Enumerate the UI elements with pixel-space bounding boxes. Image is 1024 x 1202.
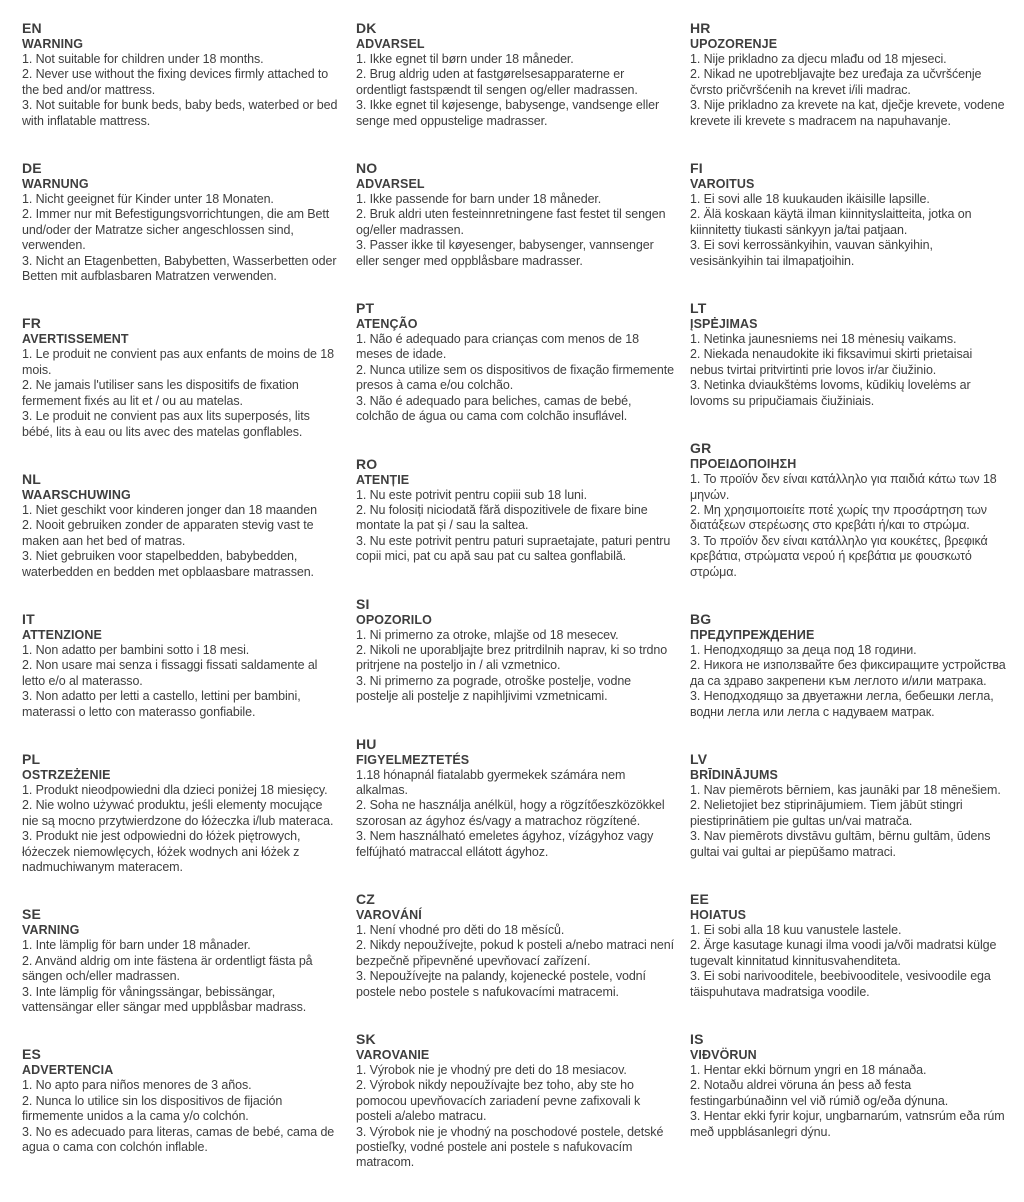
warning-line: 2. Nie wolno używać produktu, jeśli elementy mocujące nie są mocno przytwierdzone do łóżeczka i/lub materaca. [22, 798, 334, 828]
warning-line: 3. Nem használható emeletes ágyhoz, vízágyhoz vagy felfújható matraccal ellátott ágyhoz. [356, 829, 654, 859]
warning-line: 2. Använd aldrig om inte fästena är ordentligt fästa på sängen och/eller madrassen. [22, 953, 313, 984]
language-code: LT [690, 300, 707, 317]
warning-section-pt [356, 300, 674, 424]
warning-line: 3. Ei sovi kerrossänkyihin, vauvan sänkyihin, vesisänkyihin tai ilmapatjoihin. [690, 238, 933, 268]
language-code: SI [356, 595, 370, 612]
warning-heading: VIÐVÖRUN [690, 1048, 757, 1063]
language-code: SK [356, 1031, 376, 1048]
warning-line: 1. Ikke egnet til børn under 18 måneder. [356, 52, 574, 66]
warning-line: 1. Non adatto per bambini sotto i 18 mesi. [22, 642, 250, 657]
warning-section-dk [356, 20, 674, 129]
warning-line: 1. Výrobok nie je vhodný pre deti do 18 mesiacov. [356, 1063, 627, 1078]
warning-section-no [356, 160, 674, 269]
language-code: EE [690, 891, 710, 907]
warning-section-hu [356, 736, 674, 860]
warning-line: 3. Nu este potrivit pentru paturi supraetajate, paturi pentru copii mici, pat cu apă sau pat cu saltea gonflabilă. [356, 533, 671, 564]
warning-heading: ΠΡΟΕΙΔΟΠΟΙΗΣΗ [690, 457, 797, 472]
warning-section-de [22, 160, 340, 284]
language-code: GR [690, 440, 712, 457]
warning-heading: ATENȚIE [356, 472, 410, 487]
warning-line: 3. Το προϊόν δεν είναι κατάλληλο για κουκέτες, βρεφικά κρεβάτια, στρώματα νερού ή κρεβάτια με φουσκωτό στρώμα. [690, 533, 988, 579]
warning-line: 2. Notaðu aldrei vöruna án þess að festa festingarbúnaðinn vel við rúmið og/eða dýnuna. [690, 1078, 949, 1108]
warning-line: 1. Not suitable for children under 18 months. [22, 52, 264, 66]
language-code: DK [356, 20, 377, 36]
warning-section-se [22, 906, 340, 1015]
warning-section-es [22, 1046, 340, 1155]
warning-heading: ADVARSEL [356, 177, 425, 192]
warning-section-fi [690, 160, 1008, 269]
warning-line: 1.18 hónapnál fiatalabb gyermekek számára nem alkalmas. [356, 767, 626, 797]
language-code: EN [22, 20, 42, 36]
warning-heading: WAARSCHUWING [22, 487, 131, 502]
language-code: RO [356, 455, 378, 472]
warning-line: 1. Nav piemērots bērniem, kas jaunāki par 18 mēnešiem. [690, 782, 1001, 797]
language-code: NL [22, 470, 42, 487]
warning-line: 3. Ikke egnet til køjesenge, babysenge, vandsenge eller senge med oppustelige madrasser. [356, 98, 660, 128]
warning-section-lt [690, 300, 1008, 409]
warning-line: 2. Nikad ne upotrebljavajte bez uređaja za učvršćenje čvrsto pričvršćenih na krevet i/ili madrac. [690, 67, 982, 97]
warning-line: 3. No es adecuado para literas, camas de bebé, cama de agua o cama con colchón inflable. [22, 1124, 335, 1155]
warning-line: 3. Výrobok nie je vhodný na poschodové postele, detské postieľky, vodné postele ani postele s nafukovacím matracom. [356, 1124, 664, 1170]
warning-line: 3. Неподходящо за двуетажни легла, бебешки легла, водни легла или легла с надуваем матрак. [690, 689, 994, 719]
warning-heading: ATTENZIONE [22, 627, 102, 642]
warning-line: 2. Brug aldrig uden at fastgørelsesapparaterne er ordentligt fastspændt til sengen og/eller madrassen. [356, 67, 638, 97]
language-code: PT [356, 300, 375, 317]
warning-line: 3. Nicht an Etagenbetten, Babybetten, Wasserbetten oder Betten mit aufblasbaren Matratzen verwenden. [22, 253, 337, 284]
warning-heading: OSTRZEŻENIE [22, 767, 111, 782]
warning-line: 1. Niet geschikt voor kinderen jonger dan 18 maanden [22, 502, 317, 517]
warning-line: 2. Nunca utilize sem os dispositivos de fixação firmemente presos à cama e/ou colchão. [356, 362, 674, 393]
warning-heading: BRĪDINĀJUMS [690, 767, 778, 782]
warning-heading: VAROVÁNÍ [356, 908, 422, 922]
language-code: LV [690, 750, 708, 767]
language-code: FI [690, 160, 703, 177]
warning-column-1 [22, 20, 340, 1202]
warning-line: 2. Niekada nenaudokite iki fiksavimui skirti prietaisai nebus tvirtai pritvirtinti prie lovos ir/ar čiužinio. [690, 347, 973, 377]
warning-line: 3. Le produit ne convient pas aux lits superposés, lits bébé, lits à eau ou lits avec des matelas gonflables. [22, 409, 310, 439]
warning-line: 2. Nelietojiet bez stiprinājumiem. Tiem jābūt stingri piestiprinātiem pie gultas un/vai matrača. [690, 798, 963, 828]
warning-heading: HOIATUS [690, 908, 747, 922]
warning-heading: AVERTISSEMENT [22, 332, 129, 347]
warning-heading: ADVERTENCIA [22, 1063, 114, 1078]
warning-line: 2. Bruk aldri uten festeinnretningene fast festet til sengen og/eller madrassen. [356, 207, 666, 237]
warning-line: 3. Netinka dviaukštėms lovoms, kūdikių lovelėms ar lovoms su pripučiamais čiužiniais. [690, 378, 971, 408]
warning-line: 1. Nu este potrivit pentru copiii sub 18 luni. [356, 487, 587, 502]
warning-line: 1. Nicht geeignet für Kinder unter 18 Monaten. [22, 192, 274, 207]
warning-line: 2. Immer nur mit Befestigungsvorrichtungen, die am Bett und/oder der Matratze sicher angeschlossen sind, verwenden. [22, 207, 330, 253]
warning-heading: OPOZORILO [356, 612, 432, 627]
warning-line: 1. Produkt nieodpowiedni dla dzieci poniżej 18 miesięcy. [22, 782, 328, 797]
warning-section-hr [690, 20, 1008, 129]
language-code: CZ [356, 891, 376, 907]
warning-line: 3. Passer ikke til køyesenger, babysenger, vannsenger eller senger med oppblåsbare madrasser. [356, 238, 654, 268]
warning-line: 1. Ei sobi alla 18 kuu vanustele lastele. [690, 923, 902, 937]
warning-line: 1. Ei sovi alle 18 kuukauden ikäisille lapsille. [690, 192, 930, 207]
warning-heading: ATENÇÃO [356, 317, 418, 332]
language-code: ES [22, 1046, 42, 1063]
warning-section-gr [690, 440, 1008, 580]
warning-line: 3. Inte lämplig för våningssängar, bebissängar, vattensängar eller sängar med uppblåsbar madrass. [22, 984, 307, 1015]
warning-line: 1. Není vhodné pro děti do 18 měsíců. [356, 923, 565, 937]
warning-heading: WARNING [22, 37, 84, 51]
warning-section-lv [690, 751, 1008, 860]
warning-heading: VAROITUS [690, 177, 755, 192]
warning-section-ro [356, 456, 674, 565]
warning-line: 2. Výrobok nikdy nepoužívajte bez toho, aby ste ho pomocou upevňovacích zariadení pevne zafixovali k posteli a/alebo matracu. [356, 1078, 641, 1124]
warning-line: 3. Nav piemērots divstāvu gultām, bērnu gultām, ūdens gultai vai gultai ar piepūšamo matraci. [690, 829, 991, 859]
warning-line: 2. Μη χρησιμοποιείτε ποτέ χωρίς την προσάρτηση των διατάξεων στερέωσης στο κρεβάτι ή/και το στρώμα. [690, 502, 987, 533]
warning-section-en [22, 20, 340, 129]
warning-line: 3. Não é adequado para beliches, camas de bebé, colchão de água ou cama com colchão insuflável. [356, 393, 632, 424]
warning-section-si [356, 596, 674, 705]
warning-line: 2. Nooit gebruiken zonder de apparaten stevig vast te maken aan het bed of matras. [22, 518, 314, 548]
warning-line: 1. Nije prikladno za djecu mlađu od 18 mjeseci. [690, 52, 947, 66]
warning-section-bg [690, 611, 1008, 720]
warning-line: 1. Το προϊόν δεν είναι κατάλληλο για παιδιά κάτω των 18 μηνών. [690, 472, 997, 502]
warning-line: 2. Ne jamais l'utiliser sans les dispositifs de fixation fermement fixés au lit et / ou au matelas. [22, 378, 299, 408]
language-code: IS [690, 1031, 704, 1048]
language-code: SE [22, 906, 42, 923]
language-code: HR [690, 20, 711, 36]
warning-heading: FIGYELMEZTETÉS [356, 752, 470, 767]
warning-section-cz [356, 891, 674, 1000]
language-code: DE [22, 160, 42, 177]
warning-line: 1. Hentar ekki börnum yngri en 18 mánaða. [690, 1063, 927, 1078]
warning-line: 3. Non adatto per letti a castello, lettini per bambini, materassi o letto con materasso gonfiabile. [22, 689, 301, 719]
warning-heading: UPOZORENJE [690, 37, 778, 51]
warning-section-it [22, 611, 340, 720]
warning-line: 2. Älä koskaan käytä ilman kiinnityslaitteita, jotka on kiinnitetty tiukasti sänkyyn ja/tai patjaan. [690, 207, 972, 237]
warning-line: 1. Ni primerno za otroke, mlajše od 18 mesecev. [356, 627, 619, 642]
warning-heading: WARNUNG [22, 177, 89, 192]
warning-section-is [690, 1031, 1008, 1140]
warning-heading: VARNING [22, 923, 80, 938]
warning-line: 2. Nu folosiți niciodată fără dispozitivele de fixare bine montate la pat și / sau la saltea. [356, 502, 648, 533]
warning-line: 2. Never use without the fixing devices firmly attached to the bed and/or mattress. [22, 67, 329, 97]
warning-heading: VAROVANIE [356, 1048, 430, 1063]
language-code: IT [22, 610, 35, 627]
warning-line: 2. Ärge kasutage kunagi ilma voodi ja/või madratsi külge tugevalt kinnitatud kinnitusvahenditeta. [690, 938, 997, 968]
warning-section-nl [22, 471, 340, 580]
warning-line: 3. Ni primerno za pograde, otroške postelje, vodne postelje ali postelje z napihljivimi vzmetnicami. [356, 673, 632, 704]
warning-line: 3. Ei sobi narivooditele, beebivooditele, vesivoodile ega täispuhutava madratsiga voodile. [690, 969, 991, 999]
warning-line: 3. Produkt nie jest odpowiedni do łóżek piętrowych, łóżeczek niemowlęcych, łóżek wodnych ani łóżek z nadmuchiwanym materacem. [22, 829, 301, 874]
language-code: NO [356, 160, 378, 177]
warning-line: 2. Nunca lo utilice sin los dispositivos de fijación firmemente unidos a la cama y/o colchón. [22, 1093, 283, 1124]
warning-line: 1. Inte lämplig för barn under 18 månader. [22, 938, 251, 953]
warning-line: 1. Le produit ne convient pas aux enfants de moins de 18 mois. [22, 347, 334, 377]
warning-line: 1. No apto para niños menores de 3 años. [22, 1078, 252, 1093]
warning-line: 2. Nikoli ne uporabljajte brez pritrdilnih naprav, ki so trdno pritrjene na posteljo in / ali vzmetnico. [356, 642, 668, 673]
warning-line: 3. Nepoužívejte na palandy, kojenecké postele, vodní postele nebo postele s nafukovacími matracemi. [356, 969, 646, 999]
warning-line: 2. Non usare mai senza i fissaggi fissati saldamente al letto e/o al materasso. [22, 658, 318, 688]
language-code: BG [690, 610, 712, 627]
warning-line: 3. Not suitable for bunk beds, baby beds, waterbed or bed with inflatable mattress. [22, 98, 338, 128]
warning-heading: ПРЕДУПРЕЖДЕНИЕ [690, 627, 815, 642]
language-code: PL [22, 750, 41, 767]
warning-section-pl [22, 751, 340, 875]
warning-heading: ĮSPĖJIMAS [690, 317, 758, 332]
warning-line: 2. Nikdy nepoužívejte, pokud k posteli a/nebo matraci není bezpečně připevněné upevňovací zařízení. [356, 938, 675, 968]
warning-section-sk [356, 1031, 674, 1171]
warning-heading: ADVARSEL [356, 37, 425, 51]
language-code: HU [356, 735, 377, 752]
language-code: FR [22, 315, 42, 332]
warning-line: 3. Hentar ekki fyrir kojur, ungbarnarúm, vatnsrúm eða rúm með uppblásanlegri dýnu. [690, 1109, 1005, 1139]
warning-line: 1. Não é adequado para crianças com menos de 18 meses de idade. [356, 332, 639, 362]
warning-section-ee [690, 891, 1008, 1000]
warning-column-3 [690, 20, 1008, 1202]
warning-line: 2. Soha ne használja anélkül, hogy a rögzítőeszközökkel szorosan az ágyhoz és/vagy a matrachoz rögzítené. [356, 798, 665, 828]
warning-line: 3. Niet gebruiken voor stapelbedden, babybedden, waterbedden en bedden met opblaasbare matrassen. [22, 549, 314, 579]
warning-section-fr [22, 315, 340, 439]
warning-column-2 [356, 20, 674, 1202]
warning-line: 3. Nije prikladno za krevete na kat, dječje krevete, vodene krevete ili krevete s madracem na napuhavanje. [690, 98, 1005, 128]
warning-line: 2. Никога не използвайте без фиксиращите устройства да са здраво закрепени към леглото и/или матрака. [690, 658, 1006, 688]
warning-line: 1. Ikke passende for barn under 18 måneder. [356, 192, 602, 207]
warning-line: 1. Неподходящо за деца под 18 години. [690, 642, 917, 657]
warning-line: 1. Netinka jaunesniems nei 18 mėnesių vaikams. [690, 332, 957, 347]
